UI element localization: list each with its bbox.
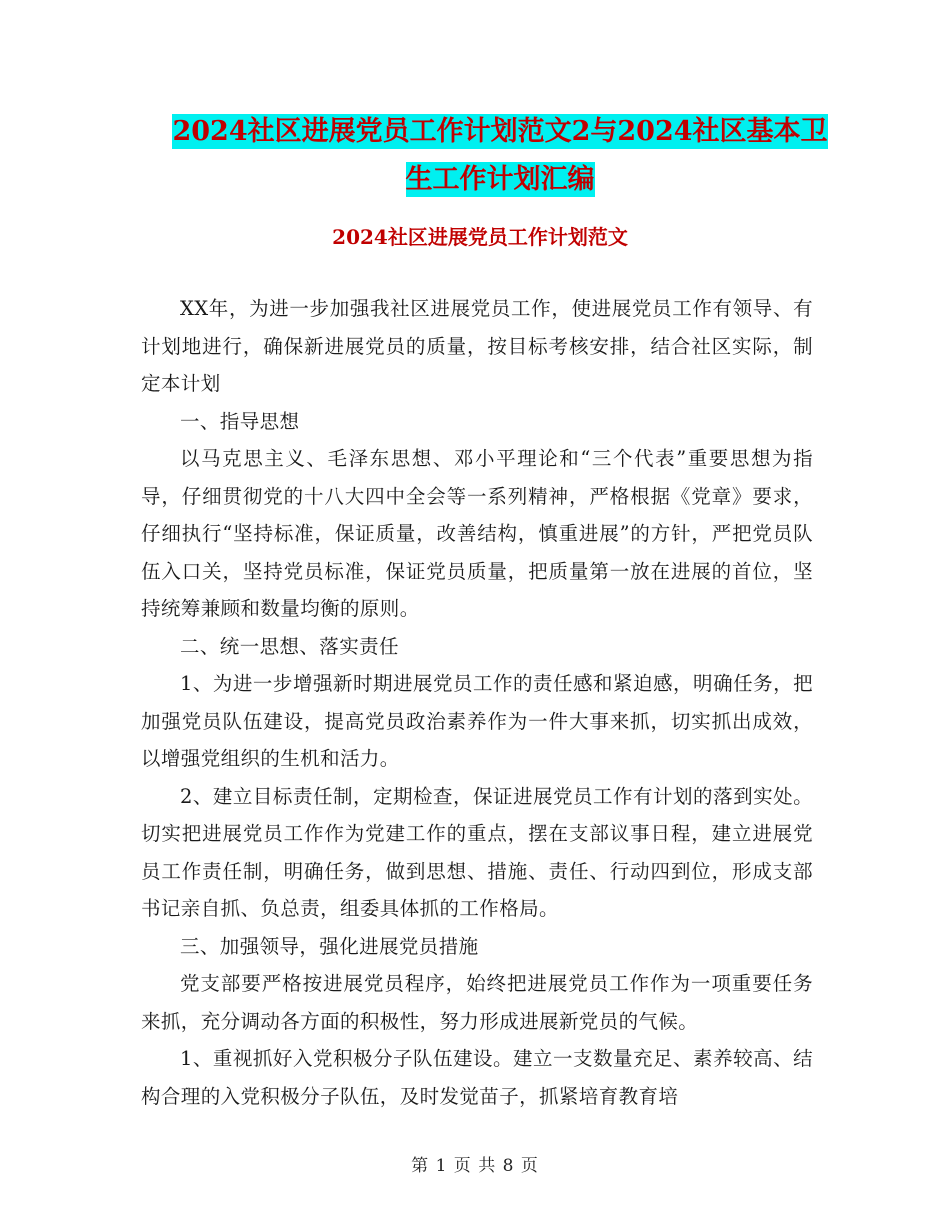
section-title: 2024社区进展党员工作计划范文	[332, 225, 628, 249]
heading-guiding-ideology: 一、指导思想	[180, 409, 300, 433]
page-footer: 第 1 页 共 8 页	[411, 1156, 539, 1176]
paragraph-item-2: 2、建立目标责任制，定期检查，保证进展党员工作有计划的落到实处。切实把进展党员工作作为党建工作的重点，摆在支部议事日程，建立进展党员工作责任制，明确任务，做到思想、措施、责任、行动四到位，形成支部书记亲自抓、负总责，组委具体抓的工作格局。	[141, 784, 813, 920]
paragraph-party-branch: 党支部要严格按进展党员程序，始终把进展党员工作作为一项重要任务来抓，充分调动各方面的积极性，努力形成进展新党员的气候。	[141, 972, 813, 1033]
document-title-line-1: 2024社区进展党员工作计划范文2与2024社区基本卫	[172, 116, 828, 147]
document-body	[141, 290, 813, 1115]
heading-strengthen-leadership: 三、加强领导，强化进展党员措施	[180, 934, 479, 958]
paragraph-item-1: 1、为进一步增强新时期进展党员工作的责任感和紧迫感，明确任务，把加强党员队伍建设，提高党员政治素养作为一件大事来抓，切实抓出成效，以增强党组织的生机和活力。	[141, 672, 813, 770]
document-title	[140, 108, 860, 204]
paragraph-activists: 1、重视抓好入党积极分子队伍建设。建立一支数量充足、素养较高、结构合理的入党积极分子队伍，及时发觉苗子，抓紧培育教育培	[141, 1047, 813, 1108]
document-title-line-2: 生工作计划汇编	[405, 164, 595, 195]
paragraph-intro: XX年，为进一步加强我社区进展党员工作，使进展党员工作有领导、有计划地进行，确保新进展党员的质量，按目标考核安排，结合社区实际，制定本计划	[141, 297, 813, 395]
heading-unify-thinking: 二、统一思想、落实责任	[180, 634, 399, 658]
paragraph-guiding-ideology: 以马克思主义、毛泽东思想、邓小平理论和“三个代表”重要思想为指导，仔细贯彻党的十八大四中全会等一系列精神，严格根据《党章》要求，仔细执行“坚持标准，保证质量，改善结构，慎重进展”的方针，严把党员队伍入口关，坚持党员标准，保证党员质量，把质量第一放在进展的首位，坚持统筹兼顾和数量均衡的原则。	[141, 447, 813, 620]
